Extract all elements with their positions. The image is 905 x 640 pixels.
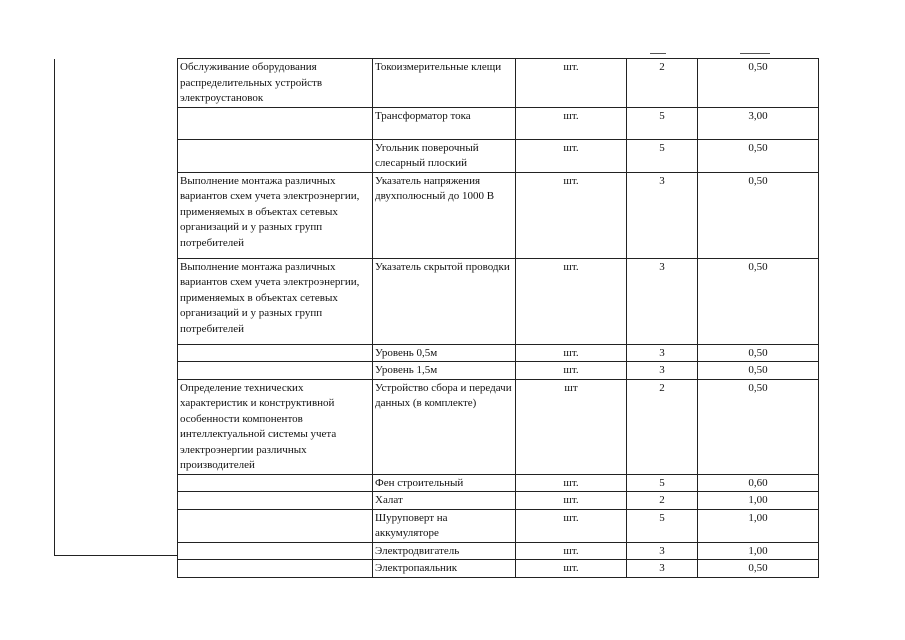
unit-cell: шт. [516,509,627,542]
value-cell: 1,00 [698,509,819,542]
task-cell [178,474,373,492]
item-cell: Токоизмерительные клещи [373,59,516,108]
qty-cell: 3 [627,362,698,380]
qty-cell: 5 [627,139,698,172]
task-cell [178,492,373,510]
value-cell: 0,50 [698,172,819,258]
qty-cell: 3 [627,560,698,578]
table-row [178,139,819,172]
item-cell: Угольник поверочный слесарный плоский [373,139,516,172]
table-row [178,560,819,578]
item-cell: Устройство сбора и передачи данных (в комплекте) [373,379,516,474]
item-cell: Уровень 1,5м [373,362,516,380]
task-cell: Выполнение монтажа различных вариантов схем учета электроэнергии, применяемых в объектах сетевых организаций и у разных групп потребителей [178,172,373,258]
item-cell: Электропаяльник [373,560,516,578]
unit-cell: шт. [516,474,627,492]
table-row [178,107,819,139]
unit-cell: шт [516,379,627,474]
qty-cell: 5 [627,107,698,139]
task-cell [178,107,373,139]
task-cell: Выполнение монтажа различных вариантов схем учета электроэнергии, применяемых в объектах сетевых организаций и у разных групп потребителей [178,258,373,344]
outer-table-left-border [54,59,55,555]
qty-cell: 2 [627,379,698,474]
qty-cell: 3 [627,542,698,560]
value-cell: 0,50 [698,362,819,380]
item-cell: Фен строительный [373,474,516,492]
value-cell: 3,00 [698,107,819,139]
qty-cell: 2 [627,59,698,108]
header-fragment-line [740,53,770,54]
header-fragment-line [650,53,666,54]
table-row [178,509,819,542]
table-row [178,542,819,560]
table-row [178,474,819,492]
item-cell: Трансформатор тока [373,107,516,139]
table-row [178,344,819,362]
table-row [178,492,819,510]
value-cell: 0,60 [698,474,819,492]
task-cell [178,542,373,560]
unit-cell: шт. [516,344,627,362]
table-row [178,172,819,258]
task-cell [178,344,373,362]
value-cell: 0,50 [698,379,819,474]
item-cell: Халат [373,492,516,510]
unit-cell: шт. [516,258,627,344]
unit-cell: шт. [516,492,627,510]
qty-cell: 3 [627,172,698,258]
outer-table-bottom-border [54,555,178,556]
value-cell: 0,50 [698,344,819,362]
task-cell [178,560,373,578]
task-cell [178,362,373,380]
value-cell: 1,00 [698,542,819,560]
qty-cell: 3 [627,258,698,344]
value-cell: 0,50 [698,258,819,344]
qty-cell: 5 [627,509,698,542]
unit-cell: шт. [516,59,627,108]
unit-cell: шт. [516,172,627,258]
item-cell: Указатель напряжения двухполюсный до 1000 В [373,172,516,258]
table-row [178,258,819,344]
task-cell: Обслуживание оборудования распределительных устройств электроустановок [178,59,373,108]
qty-cell: 2 [627,492,698,510]
table-row [178,379,819,474]
table-row [178,59,819,108]
value-cell: 0,50 [698,560,819,578]
equipment-table [177,58,819,578]
unit-cell: шт. [516,362,627,380]
unit-cell: шт. [516,139,627,172]
unit-cell: шт. [516,560,627,578]
qty-cell: 3 [627,344,698,362]
item-cell: Указатель скрытой проводки [373,258,516,344]
item-cell: Электродвигатель [373,542,516,560]
value-cell: 0,50 [698,139,819,172]
item-cell: Уровень 0,5м [373,344,516,362]
task-cell: Определение технических характеристик и конструктивной особенности компонентов интеллектуальной системы учета электроэнергии различных производителей [178,379,373,474]
item-cell: Шуруповерт на аккумуляторе [373,509,516,542]
table-row [178,362,819,380]
unit-cell: шт. [516,107,627,139]
unit-cell: шт. [516,542,627,560]
value-cell: 0,50 [698,59,819,108]
qty-cell: 5 [627,474,698,492]
value-cell: 1,00 [698,492,819,510]
task-cell [178,509,373,542]
task-cell [178,139,373,172]
